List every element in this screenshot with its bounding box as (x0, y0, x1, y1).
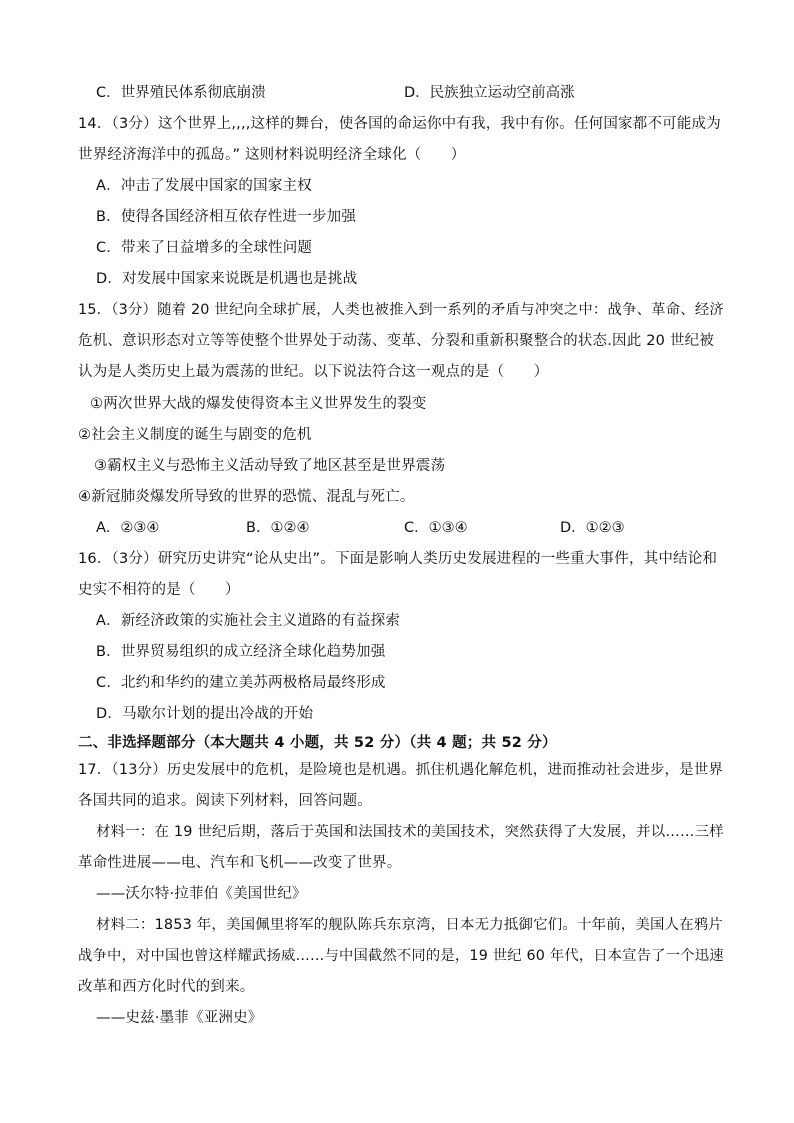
q16-option-d: D．马歇尔计划的提出冷战的开始 (96, 706, 314, 722)
q15-stem-line-1: 15．（3分）随着 20 世纪向全球扩展，人类也被推入到一系列的矛盾与冲突之中：战争、革命、经济 (78, 302, 724, 318)
q17-stem-line-1: 17．（13分）历史发展中的危机，是险境也是机遇。抓住机遇化解危机，进而推动社会进步，是世界 (78, 762, 724, 778)
q17-material-1-source: ——沃尔特·拉菲伯《美国世纪》 (96, 886, 307, 902)
q14-option-a: A．冲击了发展中国家的国家主权 (96, 178, 312, 194)
q15-stem-line-2: 危机、意识形态对立等等使整个世界处于动荡、变革、分裂和重新积聚整合的状态.因此 20 世纪被 (78, 333, 714, 349)
q16-stem-line-1: 16．（3分）研究历史讲究“论从史出”。下面是影响人类历史发展进程的一些重大事件，其中结论和 (78, 551, 718, 567)
q14-stem-line-2: 世界经济海洋中的孤岛。” 这则材料说明经济全球化（ ） (78, 147, 466, 163)
q14-option-c: C．带来了日益增多的全球性问题 (96, 240, 313, 256)
q17-material-2-source: ——史兹·墨菲《亚洲史》 (96, 1010, 263, 1026)
q15-option-c: C．①③④ (404, 520, 468, 536)
q13-option-d: D．民族独立运动空前高涨 (404, 85, 575, 101)
q14-option-d: D．对发展中国家来说既是机遇也是挑战 (96, 271, 358, 287)
q16-option-c: C．北约和华约的建立美苏两极格局最终形成 (96, 675, 386, 691)
q15-option-b: B．①②④ (246, 520, 310, 536)
q15-item-4: ④新冠肺炎爆发所导致的世界的恐慌、混乱与死亡。 (78, 489, 415, 505)
q15-item-3: ③霸权主义与恐怖主义活动导致了地区甚至是世界震荡 (94, 458, 446, 474)
q14-option-b: B．使得各国经济相互依存性进一步加强 (96, 209, 357, 225)
q17-material-1-line-1: 材料一：在 19 世纪后期，落后于英国和法国技术的美国技术，突然获得了大发展，并以……三样 (96, 824, 724, 840)
q17-stem-line-2: 各国共同的追求。阅读下列材料，回答问题。 (78, 793, 372, 809)
q16-option-b: B．世界贸易组织的成立经济全球化趋势加强 (96, 644, 386, 660)
q17-material-2-line-3: 改革和西方化时代的到来。 (78, 979, 255, 995)
q15-item-1: ①两次世界大战的爆发使得资本主义世界发生的裂变 (90, 396, 427, 412)
q15-option-a: A．②③④ (96, 520, 160, 536)
q17-material-1-line-2: 革命性进展——电、汽车和飞机——改变了世界。 (78, 855, 402, 871)
section-2-heading: 二、非选择题部分（本大题共 4 小题，共 52 分）（共 4 题；共 52 分） (78, 735, 557, 751)
q17-material-2-line-2: 战争中，对中国也曾这样耀武扬威……与中国截然不同的是，19 世纪 60 年代，日本宣告了一个迅速 (78, 948, 724, 964)
q16-stem-line-2: 史实不相符的是（ ） (78, 582, 240, 598)
q14-stem-line-1: 14．（3分）这个世界上,,,,这样的舞台，使各国的命运你中有我，我中有你。任何国家都不可能成为 (78, 116, 721, 132)
q15-stem-line-3: 认为是人类历史上最为震荡的世纪。以下说法符合这一观点的是（ ） (78, 364, 549, 380)
q17-material-2-line-1: 材料二：1853 年，美国佩里将军的舰队陈兵东京湾，日本无力抵御它们。十年前，美国人在鸦片 (96, 917, 724, 933)
q13-option-c: C．世界殖民体系彻底崩溃 (96, 85, 266, 101)
q15-option-d: D．①②③ (560, 520, 625, 536)
q15-item-2: ②社会主义制度的诞生与剧变的危机 (78, 427, 312, 443)
q16-option-a: A．新经济政策的实施社会主义道路的有益探索 (96, 613, 401, 629)
